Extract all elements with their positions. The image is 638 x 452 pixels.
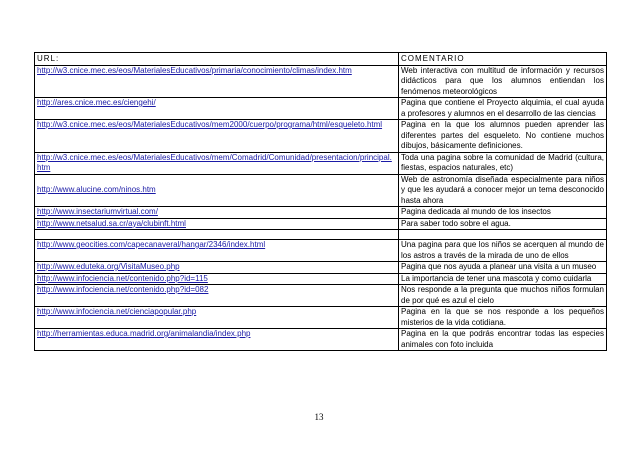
- url-link[interactable]: http://herramientas.educa.madrid.org/animalandia/index.php: [35, 329, 399, 351]
- links-table: [34, 52, 607, 351]
- comment-cell: Nos responde a la pregunta que muchos niños formulan de por qué es azul el cielo: [399, 285, 607, 307]
- url-link[interactable]: http://www.netsalud.sa.cr/aya/clubinft.html: [35, 218, 399, 230]
- table-header-row: [35, 53, 607, 66]
- empty-url-cell: [35, 230, 399, 240]
- url-link[interactable]: http://w3.cnice.mec.es/eos/MaterialesEducativos/mem/Comadrid/Comunidad/presentacion/principal.htm: [35, 152, 399, 174]
- table-row-empty: [35, 230, 607, 240]
- table-row: [35, 98, 607, 120]
- comment-cell: Para saber todo sobre el agua.: [399, 218, 607, 230]
- table-row: [35, 240, 607, 262]
- comment-cell: Pagina en la que podrás encontrar todas las especies animales con foto incluida: [399, 329, 607, 351]
- url-link[interactable]: http://www.alucine.com/ninos.htm: [35, 174, 399, 207]
- empty-comment-cell: [399, 230, 607, 240]
- table-row: [35, 329, 607, 351]
- comment-column-header: COMENTARIO: [399, 53, 607, 66]
- comment-cell: Pagina que nos ayuda a planear una visita a un museo: [399, 262, 607, 274]
- url-link[interactable]: http://w3.cnice.mec.es/eos/MaterialesEducativos/primaria/conocimiento/climas/index.htm: [35, 65, 399, 98]
- comment-cell: Pagina dedicada al mundo de los insectos: [399, 207, 607, 219]
- table-row: [35, 218, 607, 230]
- url-link[interactable]: http://www.infociencia.net/contenido.php?id=082: [35, 285, 399, 307]
- url-link[interactable]: http://ares.cnice.mec.es/ciengehi/: [35, 98, 399, 120]
- table-row: [35, 174, 607, 207]
- url-link[interactable]: http://www.infociencia.net/cienciapopular.php: [35, 307, 399, 329]
- comment-cell: Web interactiva con multitud de información y recursos didácticos para que los alumnos entiendan los fenómenos meteorológicos: [399, 65, 607, 98]
- table-row: [35, 307, 607, 329]
- url-link[interactable]: http://www.geocities.com/capecanaveral/hangar/2346/index.html: [35, 240, 399, 262]
- comment-cell: Pagina en la que los alumnos pueden aprender las diferentes partes del esqueleto. No contiene muchos dibujos, básicamente definiciones.: [399, 120, 607, 153]
- url-link[interactable]: http://www.insectariumvirtual.com/: [35, 207, 399, 219]
- page-number: 13: [314, 412, 324, 422]
- url-column-header: URL:: [35, 53, 399, 66]
- table-row: [35, 262, 607, 274]
- url-link[interactable]: http://w3.cnice.mec.es/eos/MaterialesEducativos/mem2000/cuerpo/programa/html/esqueleto.html: [35, 120, 399, 153]
- table-row: [35, 152, 607, 174]
- comment-cell: Web de astronomía diseñada especialmente para niños y que les ayudará a conocer mejor un tema desconocido hasta ahora: [399, 174, 607, 207]
- url-link[interactable]: http://www.eduteka.org/VisitaMuseo.php: [35, 262, 399, 274]
- comment-cell: Pagina en la que se nos responde a los pequeños misterios de la vida cotidiana.: [399, 307, 607, 329]
- url-link[interactable]: http://www.infociencia.net/contenido.php?id=115: [35, 273, 399, 285]
- table-row: [35, 285, 607, 307]
- table-row: [35, 120, 607, 153]
- comment-cell: La importancia de tener una mascota y como cuidarla: [399, 273, 607, 285]
- table-row: [35, 207, 607, 219]
- table-row: [35, 273, 607, 285]
- comment-cell: Pagina que contiene el Proyecto alquimia, el cual ayuda a profesores y alumnos en el desarrollo de las ciencias: [399, 98, 607, 120]
- comment-cell: Una pagina para que los niños se acerquen al mundo de los astros a través de la mirada de uno de ellos: [399, 240, 607, 262]
- table-row: [35, 65, 607, 98]
- comment-cell: Toda una pagina sobre la comunidad de Madrid (cultura, fiestas, espacios naturales, etc): [399, 152, 607, 174]
